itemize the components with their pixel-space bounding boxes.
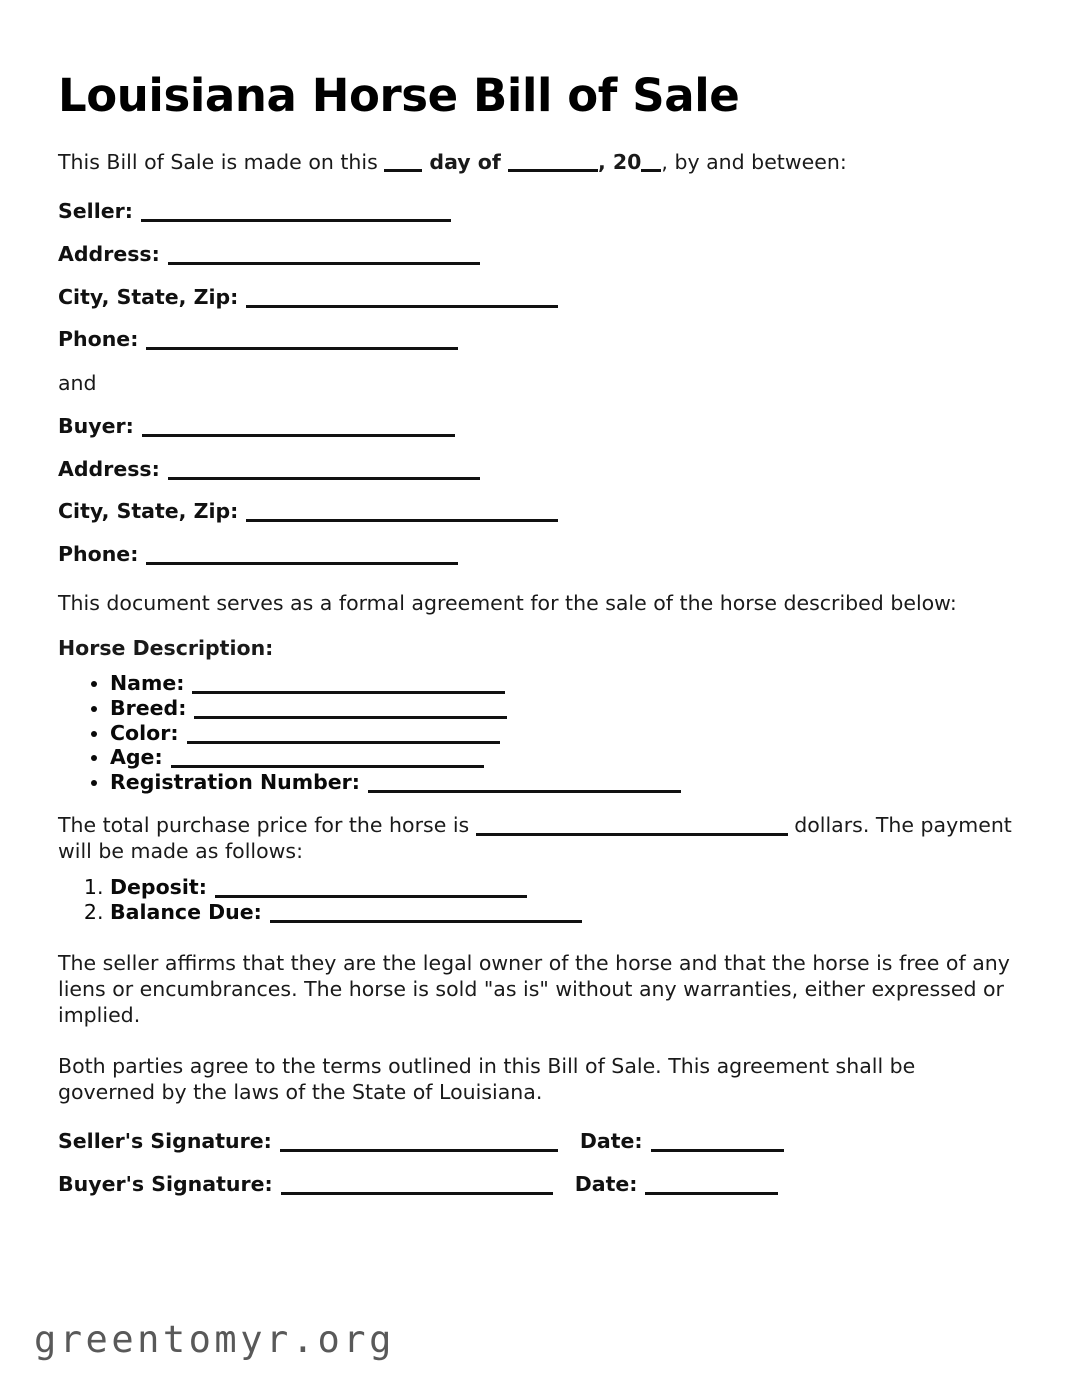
conjunction-and: and: [58, 370, 97, 395]
seller-date-label: Date:: [579, 1129, 643, 1153]
horse-registration-number-blank: [368, 776, 681, 793]
horse-breed-label: Breed:: [110, 695, 187, 720]
intro-year-blank: [641, 157, 661, 172]
deposit-label: Deposit:: [110, 874, 207, 899]
intro-text-part4: , by and between:: [661, 150, 847, 175]
seller-address-label: Address:: [58, 242, 160, 267]
deposit-blank: [215, 881, 527, 898]
horse-color-label: Color:: [110, 720, 179, 745]
buyer-signature-row: [58, 1172, 1013, 1197]
buyer-name-blank: [142, 420, 455, 437]
list-item: [110, 721, 1013, 746]
horse-color-blank: [187, 727, 500, 744]
list-item: [110, 745, 1013, 770]
horse-description-heading: Horse Description:: [58, 635, 274, 660]
seller-name-field: [58, 199, 1013, 224]
buyer-phone-label: Phone:: [58, 541, 139, 566]
intro-text-part1: This Bill of Sale is made on this: [58, 150, 385, 175]
buyer-name-field: [58, 414, 1013, 439]
buyer-address-field: [58, 457, 1013, 482]
buyer-phone-field: [58, 542, 1013, 567]
intro-day-blank: [384, 157, 422, 172]
seller-signature-label: Seller's Signature:: [58, 1129, 272, 1153]
seller-name-blank: [141, 205, 451, 222]
warranty-clause-paragraph: The seller affirms that they are the legal owner of the horse and that the horse is free of any liens or encumbrances. The horse is sold "as is" without any warranties, either expressed or implied.: [58, 950, 1010, 1028]
buyer-city-state-zip-field: [58, 499, 1013, 524]
horse-name-blank: [192, 677, 505, 694]
seller-name-label: Seller:: [58, 199, 133, 224]
purchase-price-text-before: The total purchase price for the horse is: [58, 812, 476, 837]
seller-phone-label: Phone:: [58, 327, 139, 352]
buyer-signature-label: Buyer's Signature:: [58, 1171, 273, 1196]
seller-city-state-zip-blank: [246, 291, 558, 308]
purchase-price-paragraph: [58, 813, 1013, 865]
seller-date-blank: [651, 1135, 784, 1152]
seller-phone-blank: [146, 333, 458, 350]
payment-terms-list: [58, 875, 1013, 926]
page-title: Louisiana Horse Bill of Sale: [58, 69, 740, 122]
intro-month-blank: [508, 157, 598, 172]
seller-signature-blank: [280, 1135, 558, 1152]
buyer-date-blank: [645, 1178, 778, 1195]
buyer-address-blank: [168, 463, 480, 480]
horse-registration-number-label: Registration Number:: [110, 770, 360, 795]
purchase-price-text-after: dollars. The payment will be made as follows:: [58, 812, 1012, 863]
buyer-phone-blank: [146, 548, 458, 565]
seller-address-field: [58, 242, 1013, 267]
buyer-city-state-zip-blank: [246, 505, 558, 522]
list-item: [110, 770, 1013, 795]
balance-due-label: Balance Due:: [110, 900, 262, 925]
balance-due-blank: [270, 906, 582, 923]
intro-paragraph: [58, 149, 1013, 175]
buyer-signature-blank: [281, 1178, 553, 1195]
horse-breed-blank: [194, 702, 507, 719]
seller-city-state-zip-label: City, State, Zip:: [58, 284, 239, 309]
horse-description-list: [58, 671, 1013, 795]
seller-signature-row: [58, 1129, 1013, 1154]
seller-address-blank: [168, 248, 480, 265]
seller-phone-field: [58, 327, 1013, 352]
seller-city-state-zip-field: [58, 285, 1013, 310]
governing-law-clause-paragraph: Both parties agree to the terms outlined in this Bill of Sale. This agreement shall be governed by the laws of the State of Louisiana.: [58, 1053, 916, 1104]
buyer-date-label: Date:: [574, 1171, 638, 1196]
list-item: [110, 900, 1013, 926]
buyer-name-label: Buyer:: [58, 414, 134, 439]
buyer-city-state-zip-label: City, State, Zip:: [58, 499, 239, 524]
agreement-intro-paragraph: This document serves as a formal agreement for the sale of the horse described below:: [58, 591, 957, 616]
horse-age-label: Age:: [110, 745, 163, 770]
list-item: [110, 875, 1013, 901]
horse-name-label: Name:: [110, 670, 185, 695]
list-item: [110, 671, 1013, 696]
intro-text-part2: day of: [422, 150, 508, 175]
purchase-price-blank: [476, 819, 788, 836]
list-item: [110, 696, 1013, 721]
intro-text-part3: , 20: [597, 150, 642, 175]
buyer-address-label: Address:: [58, 456, 160, 481]
site-watermark: greentomyr.org: [34, 1318, 395, 1361]
horse-age-blank: [171, 751, 484, 768]
